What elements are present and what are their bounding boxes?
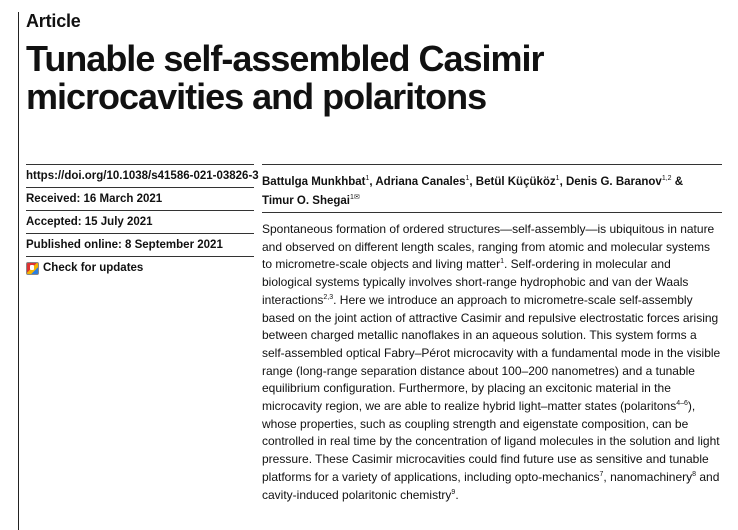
article-metadata — [26, 164, 259, 279]
title-line-2: microcavities and polaritons — [26, 76, 487, 117]
author-separator: & — [671, 175, 684, 188]
published-date: Published online: 8 September 2021 — [26, 233, 254, 256]
abstract — [262, 212, 722, 504]
author-name-text: Battulga Munkhbat — [262, 175, 366, 188]
author-name[interactable] — [262, 195, 360, 207]
check-for-updates-icon — [26, 262, 39, 275]
author-name-text: Adriana Canales — [375, 175, 466, 188]
section-label: Article — [26, 11, 81, 31]
author-affiliation: 1 — [365, 175, 370, 182]
citation-reference[interactable]: 7 — [599, 470, 604, 478]
check-for-updates-button[interactable] — [26, 256, 254, 279]
abstract-text: . — [455, 487, 459, 502]
author-affiliation: 1 — [465, 175, 470, 182]
title-line-1: Tunable self-assembled Casimir — [26, 38, 544, 79]
article-title — [26, 40, 726, 116]
author-name[interactable] — [566, 176, 672, 188]
author-affiliation: 1✉ — [349, 193, 360, 201]
author-separator: , — [469, 175, 476, 188]
citation-reference[interactable]: 2,3 — [323, 293, 334, 301]
abstract-text: ), whose properties, such as coupling strength and eigenstate composition, can be controlled in real time by the concentration of ligand molecules in the solution and light pressure. These Casimir microcavities could find future use as sensitive and tunable platforms for a variety of applications, including opto-mechanics — [262, 399, 720, 484]
author-separator: , — [559, 175, 566, 188]
check-for-updates-label: Check for updates — [43, 262, 144, 274]
citation-reference[interactable]: 8 — [692, 470, 697, 478]
left-margin-rule — [18, 12, 19, 530]
abstract-text: , nanomachinery — [603, 469, 693, 484]
citation-reference[interactable]: 9 — [451, 488, 456, 496]
abstract-text: Spontaneous formation of ordered structures—self-assembly—is ubiquitous in nature and observed on different length scales, ranging from atomic and molecular systems to micrometre-scale objects and living matter — [262, 222, 715, 272]
author-name-text: Denis G. Baranov — [565, 175, 662, 188]
doi-link[interactable]: https://doi.org/10.1038/s41586-021-03826-3 — [26, 164, 254, 187]
author-affiliation: 1 — [555, 175, 560, 182]
abstract-text: . Here we introduce an approach to micrometre-scale self-assembly based on the joint action of attractive Casimir and repulsive electrostatic forces arising between charged metallic nanoflakes in an aqueous solution. This system forms a self-assembled optical Fabry–Pérot microcavity with a fundamental mode in the visible range (long-range separation distance about 100–200 nanometres) and a tunable equilibrium configuration. Furthermore, by placing an excitonic material in the microcavity region, we are able to realize hybrid light–matter states (polaritons — [262, 292, 721, 414]
author-separator: , — [369, 175, 376, 188]
author-list — [262, 164, 722, 209]
author-name-text: Betül Küçüköz — [475, 175, 556, 188]
author-name[interactable] — [476, 176, 560, 188]
author-name[interactable] — [375, 176, 469, 188]
citation-reference[interactable]: 4–6 — [676, 400, 688, 408]
citation-reference[interactable]: 1 — [500, 258, 504, 266]
author-affiliation: 1,2 — [661, 175, 672, 182]
received-date: Received: 16 March 2021 — [26, 187, 254, 210]
accepted-date: Accepted: 15 July 2021 — [26, 210, 254, 233]
author-name[interactable] — [262, 176, 369, 188]
abstract-text: and cavity-induced polaritonic chemistry — [262, 469, 720, 502]
author-name-text: Timur O. Shegai — [262, 194, 350, 207]
abstract-text: . Self-ordering in molecular and biological systems typically involves short-range hydrophobic and van der Waals interactions — [262, 257, 689, 307]
